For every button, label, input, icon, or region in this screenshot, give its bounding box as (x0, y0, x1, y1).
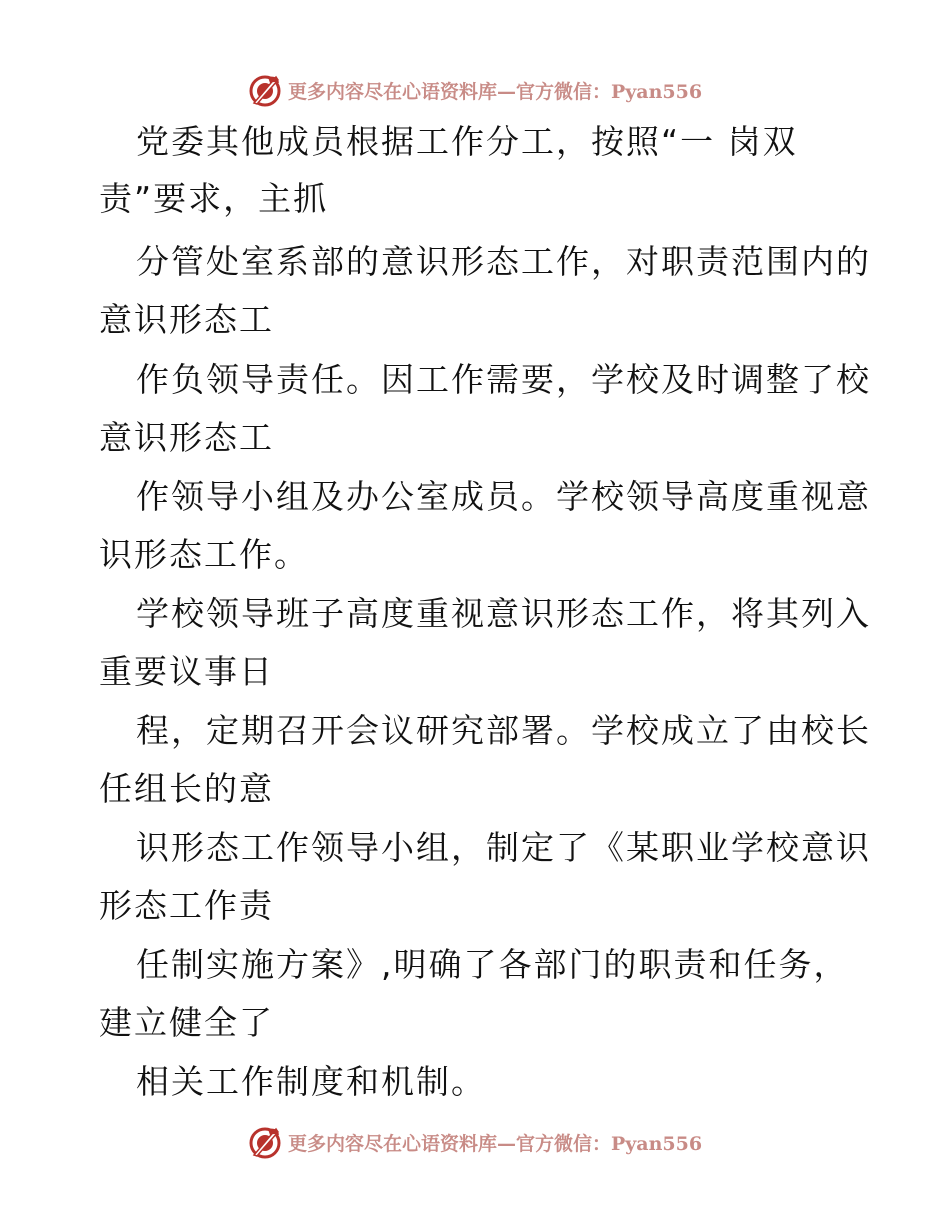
header-banner-inner (248, 73, 702, 107)
paragraph-line-10: 重要议事日 (99, 652, 274, 691)
paragraph-line-11: 程，定期召开会议研究部署。学校成立了由校长 (136, 711, 871, 750)
header-banner (0, 70, 950, 110)
paragraph-line-17: 相关工作制度和机制。 (136, 1062, 486, 1101)
paragraph-line-9: 学校领导班子高度重视意识形态工作，将其列入 (136, 594, 871, 633)
paragraph-line-5: 作负领导责任。因工作需要，学校及时调整了校 (136, 360, 871, 399)
header-banner-text: 更多内容尽在心语资料库—官方微信：Pyan556 (287, 80, 703, 103)
paragraph-line-3: 分管处室系部的意识形态工作，对职责范围内的 (136, 242, 871, 281)
paragraph-line-6: 意识形态工 (99, 418, 274, 457)
paragraph-line-16: 建立健全了 (99, 1003, 274, 1042)
paragraph-line-4: 意识形态工 (99, 300, 274, 339)
paragraph-line-8: 识形态工作。 (99, 535, 309, 574)
quill-logo-icon (248, 73, 282, 107)
paragraph-line-2: 责”要求，主抓 (99, 179, 329, 218)
paragraph-line-13: 识形态工作领导小组，制定了《某职业学校意识 (136, 828, 871, 867)
footer-banner (0, 1122, 950, 1162)
paragraph-line-14: 形态工作责 (99, 886, 274, 925)
paragraph-line-1: 党委其他成员根据工作分工，按照“一 岗双 (136, 122, 798, 161)
footer-banner-text: 更多内容尽在心语资料库—官方微信：Pyan556 (287, 1132, 703, 1155)
paragraph-line-12: 任组长的意 (99, 769, 274, 808)
quill-logo-icon (248, 1125, 282, 1159)
footer-banner-inner (248, 1125, 702, 1159)
paragraph-line-7: 作领导小组及办公室成员。学校领导高度重视意 (136, 477, 871, 516)
paragraph-line-15: 任制实施方案》,明确了各部门的职责和任务， (136, 945, 849, 984)
